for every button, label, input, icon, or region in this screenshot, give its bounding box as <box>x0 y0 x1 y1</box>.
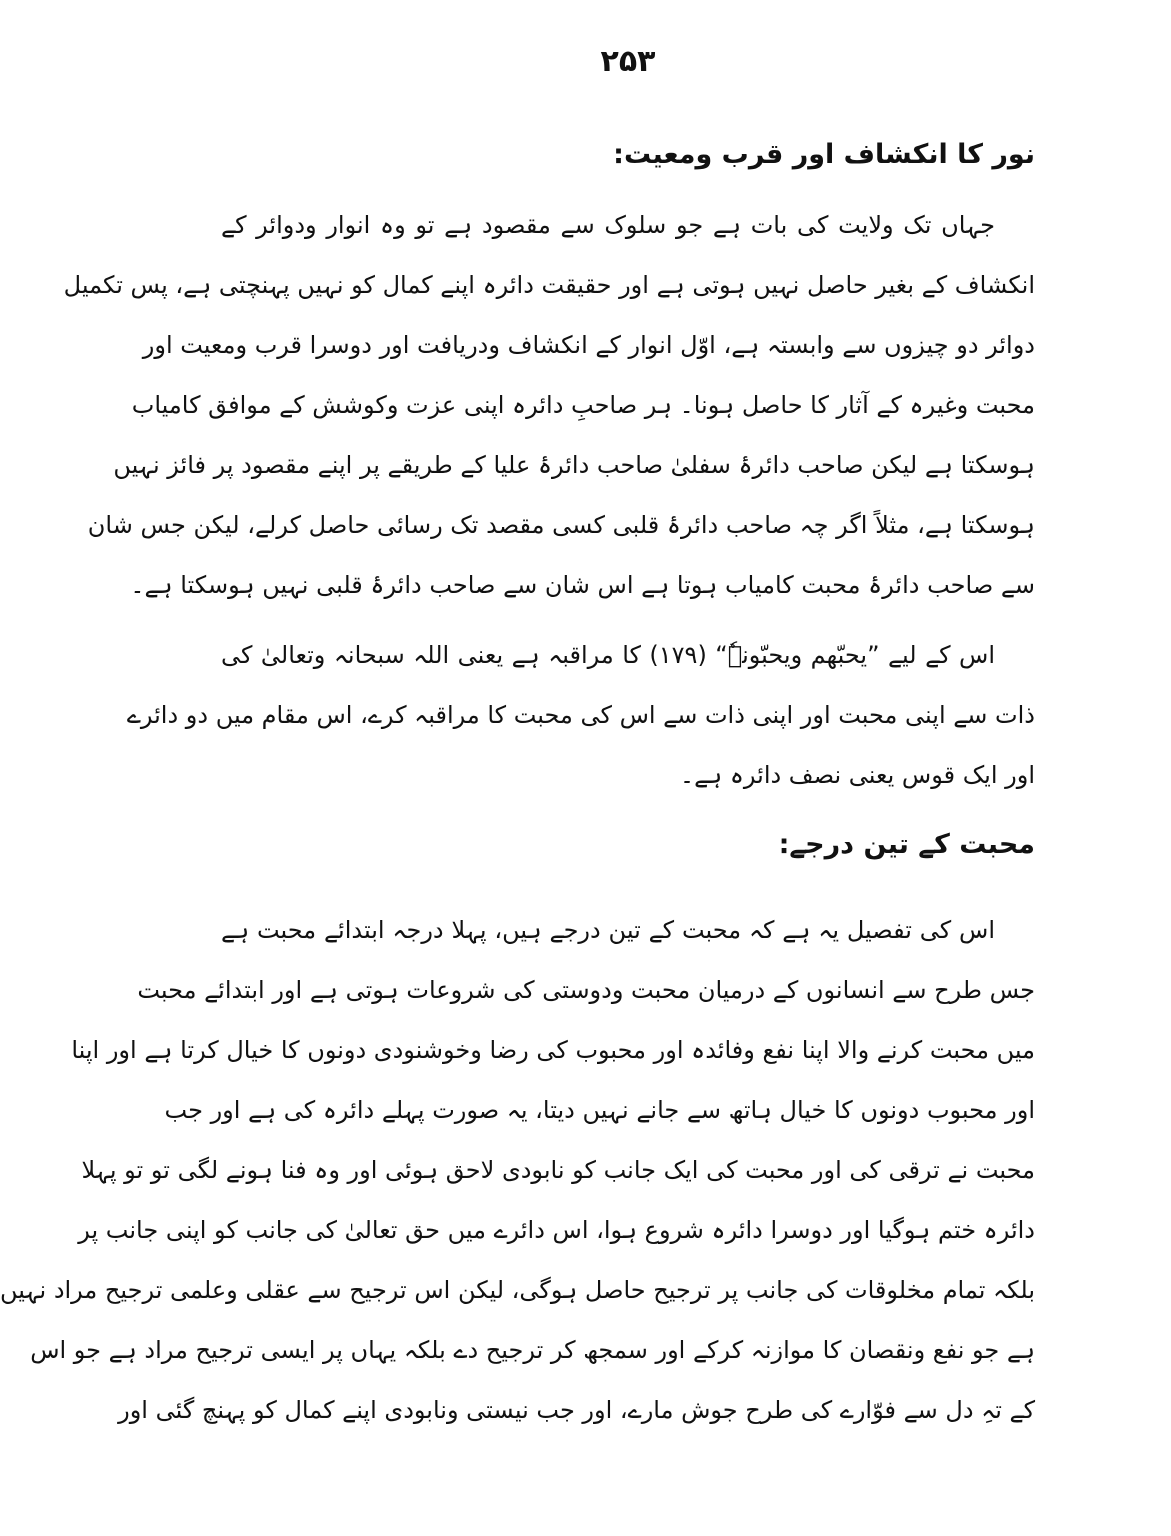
paragraph-line: انکشاف کے بغیر حاصل نہیں ہوتی ہے اور حقیقت دائرہ اپنے کمال کو نہیں پہنچتی ہے، پس تکمیل <box>63 271 1035 299</box>
paragraph-line: بلکہ تمام مخلوقات کی جانب پر ترجیح حاصل ہوگی، لیکن اس ترجیح سے عقلی وعلمی ترجیح مراد نہیں <box>0 1276 1035 1304</box>
section-heading-light-disclosure: نور کا انکشاف اور قرب ومعیت: <box>613 139 1035 170</box>
paragraph-line: میں محبت کرنے والا اپنا نفع وفائدہ اور محبوب کی رضا وخوشنودی دونوں کا خیال کرتا ہے اور اپنا <box>71 1036 1035 1064</box>
paragraph-line: محبت وغیرہ کے آثار کا حاصل ہونا۔ ہر صاحبِ دائرہ اپنی عزت وکوشش کے موافق کامیاب <box>131 391 1035 419</box>
paragraph-line: ذات سے اپنی محبت اور اپنی ذات سے اس کی محبت کا مراقبہ کرے، اس مقام میں دو دائرے <box>126 701 1035 729</box>
paragraph-line: محبت نے ترقی کی اور محبت کی ایک جانب کو نابودی لاحق ہوئی اور وہ فنا ہونے لگی تو تو پہلا <box>81 1156 1035 1184</box>
paragraph-line: ہوسکتا ہے لیکن صاحب دائرۂ سفلیٰ صاحب دائرۂ علیا کے طریقے پر اپنے مقصود پر فائز نہیں <box>113 451 1035 479</box>
paragraph-line: جہاں تک ولایت کی بات ہے جو سلوک سے مقصود ہے تو وہ انوار ودوائر کے <box>221 211 995 239</box>
paragraph-line: اور محبوب دونوں کا خیال ہاتھ سے جانے نہیں دیتا، یہ صورت پہلے دائرہ کی ہے اور جب <box>164 1096 1035 1124</box>
paragraph-line: سے صاحب دائرۂ محبت کامیاب ہوتا ہے اس شان سے صاحب دائرۂ قلبی نہیں ہوسکتا ہے۔ <box>130 571 1035 599</box>
paragraph-line: جس طرح سے انسانوں کے درمیان محبت ودوستی کی شروعات ہوتی ہے اور ابتدائے محبت <box>137 976 1035 1004</box>
paragraph-line: اس کی تفصیل یہ ہے کہ محبت کے تین درجے ہیں، پہلا درجہ ابتدائے محبت ہے <box>221 916 995 944</box>
page-number: ۲۵۳ <box>600 44 656 79</box>
paragraph-line: کے تہِ دل سے فوّارے کی طرح جوش مارے، اور جب نیستی ونابودی اپنے کمال کو پہنچ گئی اور <box>118 1396 1035 1424</box>
paragraph-line: اور ایک قوس یعنی نصف دائرہ ہے۔ <box>680 761 1035 789</box>
paragraph-line: ہے جو نفع ونقصان کا موازنہ کرکے اور سمجھ کر ترجیح دے بلکہ یہاں پر ایسی ترجیح مراد ہے جو اس <box>30 1336 1035 1364</box>
section-heading-three-levels: محبت کے تین درجے: <box>778 829 1035 860</box>
paragraph-line: اس کے لیے ”یحبّھم ویحبّونہٗ“ (۱۷۹) کا مراقبہ ہے یعنی اللہ سبحانہ وتعالیٰ کی <box>221 641 995 669</box>
paragraph-line: دائرہ ختم ہوگیا اور دوسرا دائرہ شروع ہوا، اس دائرے میں حق تعالیٰ کی جانب کو اپنی جانب پر <box>78 1216 1035 1244</box>
paragraph-line: ہوسکتا ہے، مثلاً اگر چہ صاحب دائرۂ قلبی کسی مقصد تک رسائی حاصل کرلے، لیکن جس شان <box>87 511 1035 539</box>
paragraph-line: دوائر دو چیزوں سے وابستہ ہے، اوّل انوار کے انکشاف ودریافت اور دوسرا قرب ومعیت اور <box>142 331 1035 359</box>
